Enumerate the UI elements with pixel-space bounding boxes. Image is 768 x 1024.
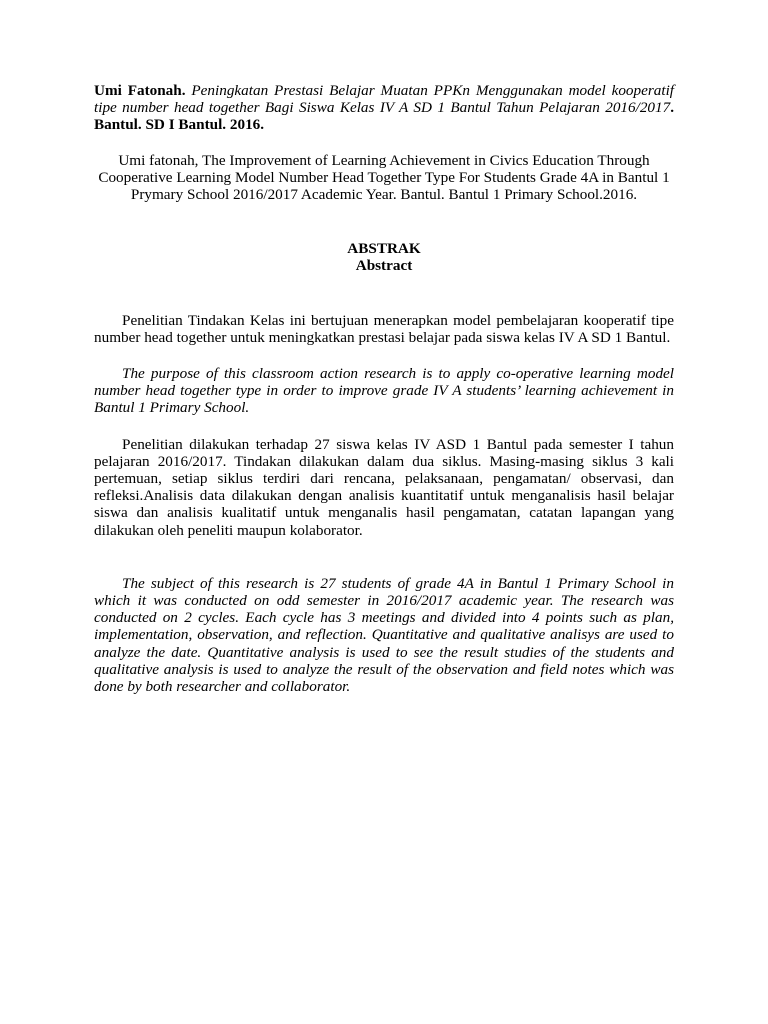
- document-body: [94, 82, 674, 695]
- citation-english: Umi fatonah, The Improvement of Learning Achievement in Civics Education Through Cooperative Learning Model Number Head Together Type For Students Grade 4A in Bantul 1 Prymary School 2016/2017 Academic Year. Bantul. Bantul 1 Primary School.2016.: [98, 151, 670, 204]
- paragraph-english-method: The subject of this research is 27 students of grade 4A in Bantul 1 Primary School in which it was conducted on odd semester in 2016/2017 academic year. The research was conducted on 2 cycles. Each cycle has 3 meetings and divided into 4 points such as plan, implementation, observation, and reflection. Quantitative and qualitative analisys are used to analyze the date. Quantitative analysis is used to see the result studies of the students and qualitative analysis is used to analyze the result of the observation and field notes which was done by both researcher and collaborator.: [94, 574, 674, 696]
- paragraph-indonesian-method: Penelitian dilakukan terhadap 27 siswa kelas IV ASD 1 Bantul pada semester I tahun pelajaran 2016/2017. Tindakan dilakukan dalam dua siklus. Masing-masing siklus 3 kali pertemuan, setiap siklus terdiri dari rencana, pelaksanaan, pengamatan/ observasi, dan refleksi.Analisis data dilakukan dengan analisis kuantitatif untuk menganalisis hasil belajar siswa dan analisis kualitatif untuk menganalis hasil pengamatan, catatan lapangan yang dilakukan oleh peneliti maupun kolaborator.: [94, 435, 674, 539]
- abstract-heading-sub: Abstract: [355, 257, 413, 275]
- paragraph-indonesian-purpose: Penelitian Tindakan Kelas ini bertujuan menerapkan model pembelajaran kooperatif tipe number head together untuk meningkatkan prestasi belajar pada siswa kelas IV A SD 1 Bantul.: [94, 311, 674, 346]
- citation-indonesian: [94, 82, 674, 134]
- citation-place-year: Bantul. SD I Bantul. 2016.: [94, 116, 265, 134]
- citation-title: Peningkatan Prestasi Belajar Muatan PPKn Menggunakan model kooperatif tipe number head together Bagi Siswa Kelas IV A SD 1 Bantul Tahun Pelajaran 2016/2017: [94, 82, 675, 117]
- paragraph-english-purpose: The purpose of this classroom action research is to apply co-operative learning model number head together type in order to improve grade IV A students’ learning achievement in Bantul 1 Primary School.: [94, 365, 674, 417]
- citation-author: Umi Fatonah.: [94, 82, 186, 99]
- abstract-heading-main: ABSTRAK: [347, 240, 421, 258]
- citation-title-period: .: [670, 99, 674, 117]
- abstract-heading: [94, 240, 674, 274]
